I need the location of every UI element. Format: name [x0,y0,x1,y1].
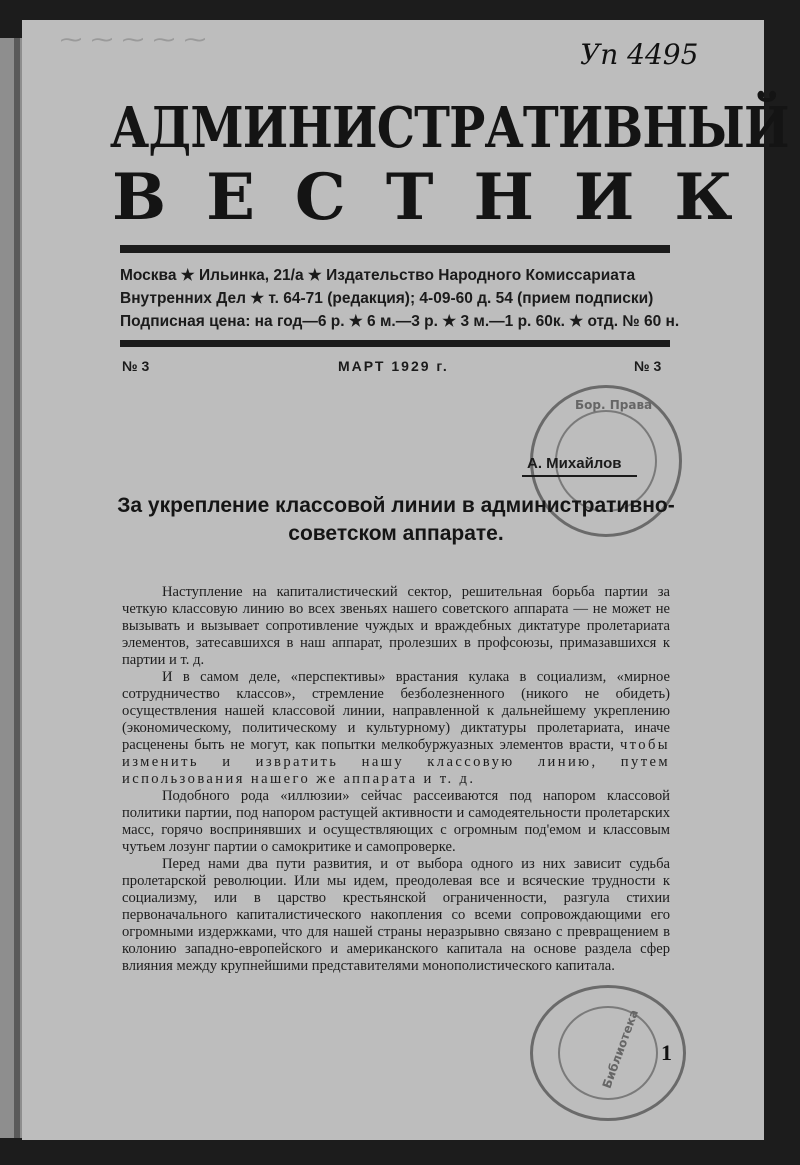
article-title-line1: За укрепление классовой линии в административно- [117,494,675,517]
paragraph-2-text: И в самом деле, «перспективы» врастания кулака в социализм, «мирное сотрудничество классов», стремление безболезненного (никого не обидеть) осуществления нашей классовой линии, направленной к дальнейшему укреплению (экономическому, политическому и культурному) диктатуры пролетариата, иначе расценены быть не могут, как попытки мелкобуржуазных элементов врасти, [122,669,670,753]
masthead-rule-top [120,245,670,253]
spine-edge [14,38,20,1138]
publisher-info-line2: Внутренних Дел ★ т. 64-71 (редакция); 4-09-60 д. 54 (прием подписки) [120,290,654,307]
masthead-title-line2: ВЕСТНИК [112,160,773,235]
masthead-rule-bottom [120,340,670,347]
issue-date: МАРТ 1929 г. [338,358,449,374]
article-title [116,492,676,548]
publisher-info-line1: Москва ★ Ильинка, 21/а ★ Издательство Народного Комиссариата [120,267,636,284]
page-number: 1 [661,1040,672,1065]
paragraph-1: Наступление на капиталистический сектор, решительная борьба партии за четкую классовую линию во всех звеньях нашего советского аппарата — не может не вызывать и вызывает сопротивление чуждых и враждебных диктатуре пролетариата элементов, затесавшихся в наш аппарат, пролезших в профсоюзы, примазавшихся к партии и т. д. [122,584,670,668]
publisher-info-line3: Подписная цена: на год—6 р. ★ 6 м.—3 р. ★ 3 м.—1 р. 60к. ★ отд. № 60 н. [120,313,680,330]
paragraph-3: Подобного рода «иллюзии» сейчас рассеиваются под напором классовой политики партии, под напором растущей активности и самодеятельности пролетарских масс, горячо воспринявших и осуществляющих с огромным под'емом и классовым чутьем лозунг партии о самокритике и самопроверке. [122,788,670,855]
article-body [122,584,670,975]
article-title-line2: советском аппарате. [288,522,504,545]
masthead-title-line1: АДМИНИСТРАТИВНЫЙ [110,95,789,161]
author-underline [522,475,637,477]
article-author: А. Михайлов [527,455,622,472]
issue-number-left: № 3 [122,358,150,374]
stamp-top-text: Бор. Права [575,398,653,412]
paragraph-4: Перед нами два пути развития, и от выбора одного из них зависит судьба пролетарской революции. Или мы идем, преодолевая все и всяческие трудности к социализму, или в царство крестьянской ограниченности, разгула стихии первоначального капиталистического накопления со всеми сопровождающими его огромными издержками, что для нашей страны неразрывно связано с превращением в колонию западно-европейского и американского капитала на основе раздела сфер влияния между крупнейшими представителями монополистического капитала. [122,856,670,974]
paragraph-2-spaced-text: чтобы изменить и извратить нашу классовую линию, путем использования нашего же аппарата и т. д. [122,737,670,787]
stamp-bottom-text: Библиотека [599,1007,642,1091]
issue-number-right: № 3 [634,358,662,374]
faded-stamp-mark: ⁓ ⁓ ⁓ ⁓ ⁓ [60,28,207,53]
paragraph-2 [122,669,670,788]
shelfmark-handwritten: Уп 4495 [580,38,699,71]
